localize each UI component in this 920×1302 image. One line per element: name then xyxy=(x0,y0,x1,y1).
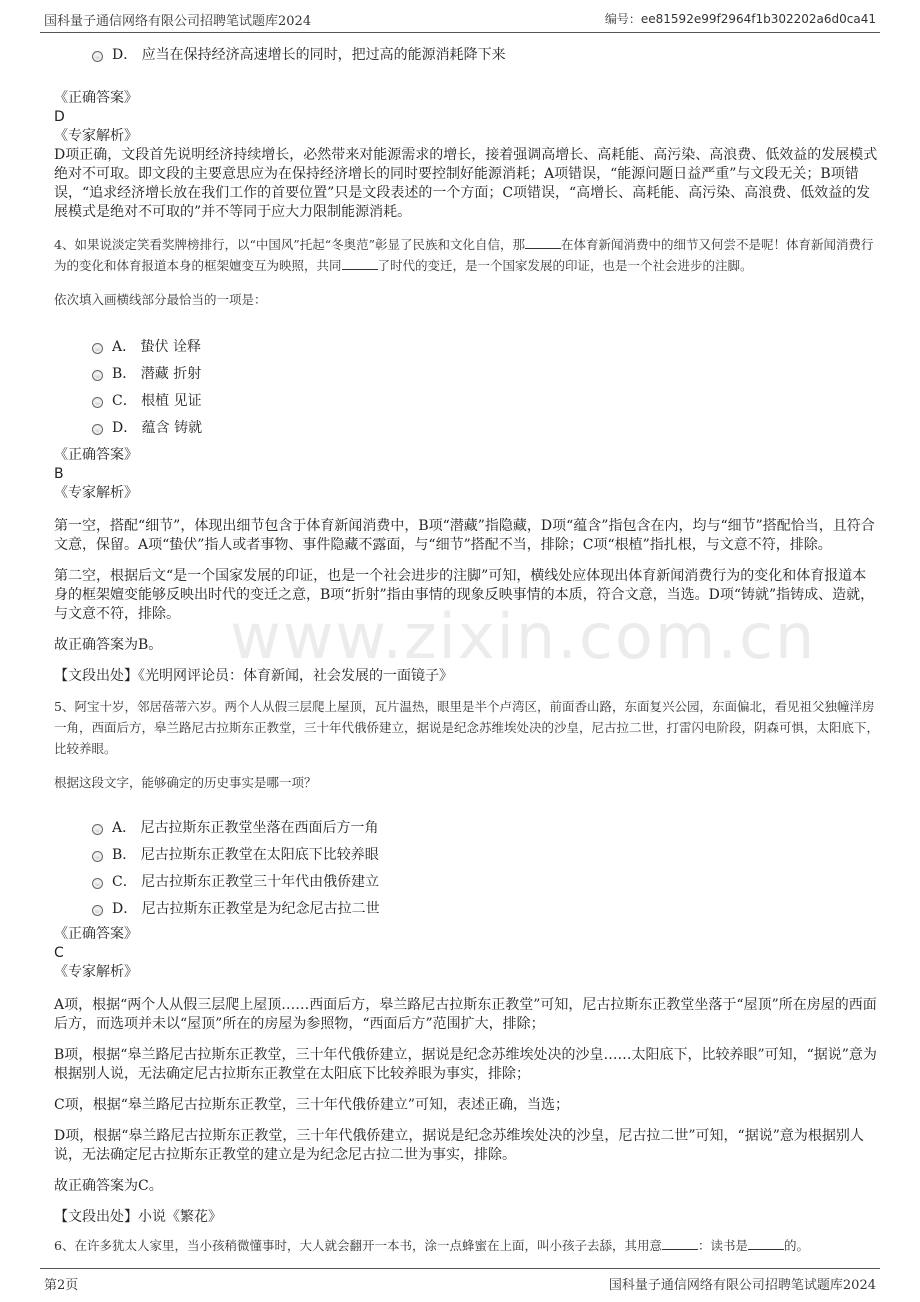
blank xyxy=(662,1237,698,1250)
analysis-paragraph: 第一空，搭配“细节”，体现出细节包含于体育新闻消费中，B项“潜藏”指隐藏，D项“蕴含”指包含在内，均与“细节”搭配恰当，且符合文意，保留。A项“蛰伏”指人或者事物、事件隐藏不露面，与“细节”搭配不当，排除；C项“根植”指扎根，与文意不符，排除。 xyxy=(54,518,875,553)
radio-icon[interactable] xyxy=(92,370,103,381)
q4-option-a[interactable] xyxy=(92,334,880,361)
option-label: C． 根植 见证 xyxy=(112,393,202,409)
question-stem xyxy=(54,234,880,276)
q5-option-c[interactable] xyxy=(92,869,880,896)
page-header xyxy=(40,8,880,33)
radio-icon[interactable] xyxy=(92,905,103,916)
option-label: D． 应当在保持经济高速增长的同时，把过高的能源消耗降下来 xyxy=(112,47,506,63)
analysis-heading: 《专家解析》 xyxy=(54,964,138,980)
option-label: B． 尼古拉斯东正教堂在太阳底下比较养眼 xyxy=(112,847,379,863)
option-label: D． 蕴含 铸就 xyxy=(112,420,203,436)
q3-option-d[interactable] xyxy=(92,42,880,69)
answer-value: B xyxy=(54,466,64,482)
question-prompt: 依次填入画横线部分最恰当的一项是： xyxy=(54,291,267,307)
stem-part: 了时代的变迁，是一个国家发展的印证，也是一个社会进步的注脚。 xyxy=(377,258,753,273)
stem-part: 4、如果说淡定笑看奖牌榜排行，以“中国风”托起“冬奥范”彰显了民族和文化自信，那 xyxy=(54,237,526,252)
analysis-text: D项正确，文段首先说明经济持续增长，必然带来对能源需求的增长，接着强调高增长、高耗能、高污染、高浪费、低效益的发展模式绝对不可取。即文段的主要意思应为在保持经济增长的同时要控制好能源消耗；A项错误，“能源问题日益严重”与文段无关；B项错误，“追求经济增长放在我们工作的首要位置”只是文段表述的一个方面；C项错误，“高增长、高耗能、高污染、高浪费、低效益的发展模式是绝对不可取的”并不等同于应大力限制能源消耗。 xyxy=(54,147,878,220)
analysis-paragraph: 第二空，根据后文“是一个国家发展的印证，也是一个社会进步的注脚”可知，横线处应体现出体育新闻消费行为的变化和体育报道本身的框架嬗变能够反映出时代的变迁之意，B项“折射”指由事情的现象反映事情的本质，符合文意，当选。D项“铸就”指铸成、造就，与文意不符，排除。 xyxy=(54,568,875,622)
watermark: www.zixin.com.cn xyxy=(230,600,817,673)
answer-heading: 《正确答案》 xyxy=(54,926,138,942)
q5-option-d[interactable] xyxy=(92,896,880,923)
conclusion: 故正确答案为C。 xyxy=(54,1178,163,1194)
analysis-heading: 《专家解析》 xyxy=(54,485,138,501)
header-title: 国科量子通信网络有限公司招聘笔试题库2024 xyxy=(44,14,312,29)
stem-part: ：读书是 xyxy=(697,1238,748,1253)
radio-icon[interactable] xyxy=(92,51,103,62)
answer-heading: 《正确答案》 xyxy=(54,447,138,463)
question-stem: 5、阿宝十岁，邻居蓓蒂六岁。两个人从假三层爬上屋顶，瓦片温热，眼里是半个卢湾区，前面香山路，东面复兴公园，东面偏北，看见祖父独幢洋房一角，西面后方，皋兰路尼古拉斯东正教堂，三十年代俄侨建立，据说是纪念苏维埃处决的沙皇，尼古拉二世，打雷闪电阶段，阴森可惧，太阳底下，比较养眼。 xyxy=(54,699,880,756)
radio-icon[interactable] xyxy=(92,878,103,889)
question-prompt: 根据这段文字，能够确定的历史事实是哪一项？ xyxy=(54,774,317,790)
blank xyxy=(748,1237,784,1250)
option-label: A． 蛰伏 诠释 xyxy=(112,339,202,355)
q4-option-c[interactable] xyxy=(92,388,880,415)
analysis-paragraph: C项，根据“皋兰路尼古拉斯东正教堂，三十年代俄侨建立”可知，表述正确，当选； xyxy=(54,1097,570,1113)
source: 【文段出处】小说《繁花》 xyxy=(54,1209,222,1225)
stem-part: 6、在许多犹太人家里，当小孩稍微懂事时，大人就会翻开一本书，涂一点蜂蜜在上面，叫小孩子去舔，其用意 xyxy=(54,1238,662,1253)
answer-value: C xyxy=(54,945,64,961)
q5-option-a[interactable] xyxy=(92,815,880,842)
option-label: D． 尼古拉斯东正教堂是为纪念尼古拉二世 xyxy=(112,901,380,917)
option-label: A． 尼古拉斯东正教堂坐落在西面后方一角 xyxy=(112,820,379,836)
answer-heading: 《正确答案》 xyxy=(54,90,138,106)
header-doc-id: 编号：ee81592e99f2964f1b302202a6d0ca41 xyxy=(604,12,876,26)
radio-icon[interactable] xyxy=(92,824,103,835)
q4-option-b[interactable] xyxy=(92,361,880,388)
answer-value: D xyxy=(54,109,65,125)
option-label: C． 尼古拉斯东正教堂三十年代由俄侨建立 xyxy=(112,874,380,890)
blank xyxy=(525,236,561,249)
stem-part: 在体育新闻消费中的细节又何尝不是呢！体育新闻消费行为的变化和体育报道本身的框架嬗变互为映照，共同 xyxy=(54,237,874,273)
stem-part: 的。 xyxy=(783,1238,809,1253)
page-number: 第2页 xyxy=(44,1278,79,1293)
analysis-paragraph: A项，根据“两个人从假三层爬上屋顶……西面后方，皋兰路尼古拉斯东正教堂”可知，尼古拉斯东正教堂坐落于“屋顶”所在房屋的西面后方，而选项并未以“屋顶”所在的房屋为参照物，“西面后方”范围扩大，排除； xyxy=(54,997,877,1032)
q5-option-b[interactable] xyxy=(92,842,880,869)
source: 【文段出处】《光明网评论员：体育新闻，社会发展的一面镜子》 xyxy=(54,668,453,684)
blank xyxy=(342,257,378,270)
conclusion: 故正确答案为B。 xyxy=(54,637,163,653)
analysis-paragraph: D项，根据“皋兰路尼古拉斯东正教堂，三十年代俄侨建立，据说是纪念苏维埃处决的沙皇，尼古拉二世”可知，“据说”意为根据别人说，无法确定尼古拉斯东正教堂的建立是为纪念尼古拉二世为事实，排除。 xyxy=(54,1128,864,1163)
radio-icon[interactable] xyxy=(92,424,103,435)
q4-option-d[interactable] xyxy=(92,415,880,442)
page-footer xyxy=(40,1268,880,1295)
footer-title: 国科量子通信网络有限公司招聘笔试题库2024 xyxy=(608,1278,876,1293)
question-stem xyxy=(54,1235,880,1256)
radio-icon[interactable] xyxy=(92,343,103,354)
page-content xyxy=(54,40,880,1269)
radio-icon[interactable] xyxy=(92,851,103,862)
option-label: B． 潜藏 折射 xyxy=(112,366,202,382)
radio-icon[interactable] xyxy=(92,397,103,408)
analysis-heading: 《专家解析》 xyxy=(54,128,138,144)
analysis-paragraph: B项，根据“皋兰路尼古拉斯东正教堂，三十年代俄侨建立，据说是纪念苏维埃处决的沙皇……太阳底下，比较养眼”可知，“据说”意为根据别人说，无法确定尼古拉斯东正教堂在太阳底下比较养眼为事实，排除； xyxy=(54,1047,877,1082)
